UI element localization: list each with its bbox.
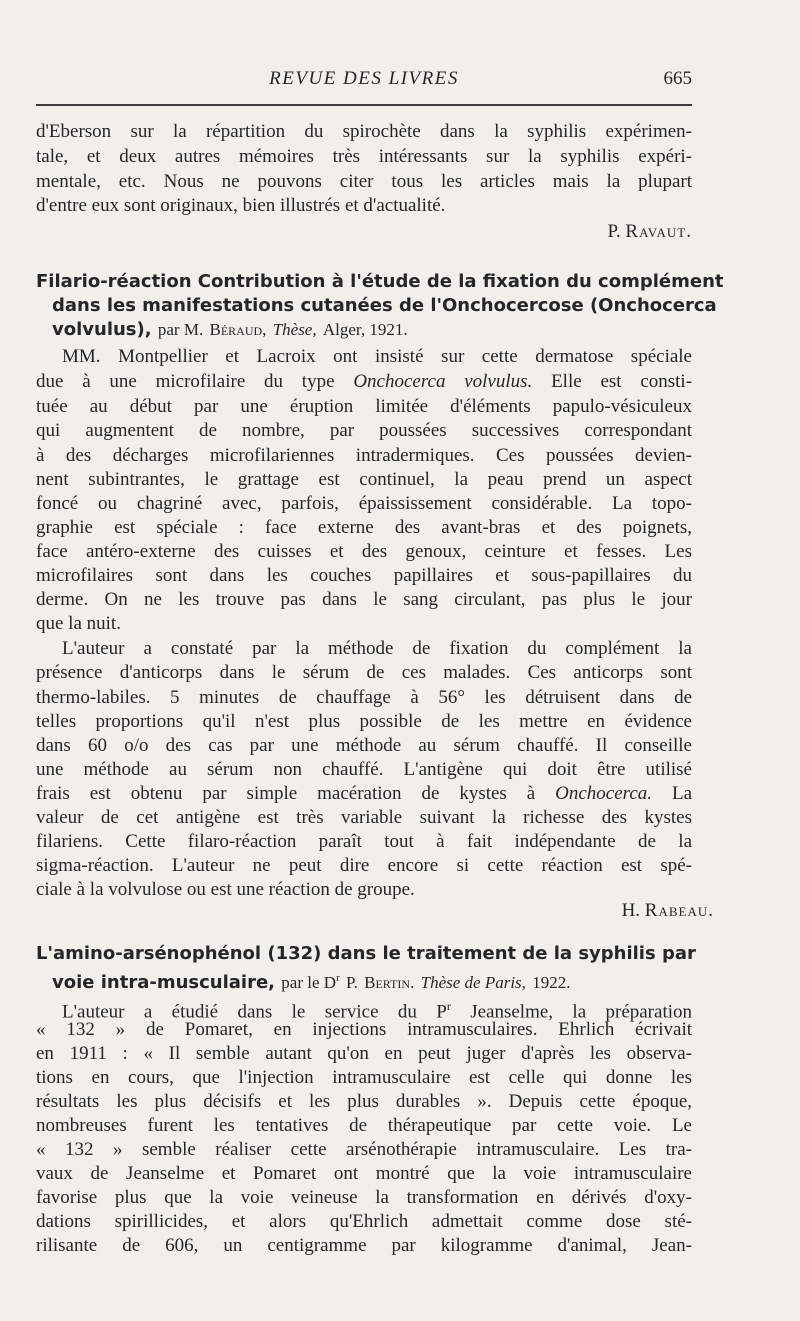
review3-line: « 132 » semble réaliser cette arsénothérapie intramusculaire. Les tra- [36, 1139, 692, 1160]
review3-line: « 132 » de Pomaret, en injections intramusculaires. Ehrlich écrivait [36, 1019, 692, 1040]
review2-line: filariens. Cette filaro-réaction paraît tout à fait indépendante de la [36, 831, 692, 852]
review3-line: favorise plus que la voie veineuse la transformation en dérivés d'oxy- [36, 1187, 692, 1208]
review2-line: que la nuit. [36, 613, 121, 634]
review3-title-line [52, 966, 570, 995]
review2-line: à des décharges microfilariennes intradermiques. Ces poussées devien- [36, 445, 692, 466]
header-rule [36, 104, 692, 106]
review2-line: nent subintrantes, le grattage est continuel, la peau prend un aspect [36, 469, 692, 490]
text-run: Jeanselme, la préparation [470, 1001, 693, 1023]
review2-title-line: Filario-réaction Contribution à l'étude de la fixation du complément [36, 271, 724, 292]
signature-initial: H. [621, 900, 641, 921]
review2-line: dans 60 o/o des cas par une méthode au sérum chauffé. Il conseille [36, 735, 692, 756]
running-title: REVUE DES LIVRES [269, 68, 459, 89]
superscript: r [446, 999, 451, 1013]
review2-place-year: Alger, 1921. [322, 320, 408, 339]
review2-line: qui augmentent de nombre, par poussées successives correspondant [36, 420, 692, 441]
review2-line: une méthode au sérum non chauffé. L'antigène qui doit être utilisé [36, 759, 692, 780]
review3-thesis: Thèse de Paris, [420, 973, 526, 992]
review1-line: d'Eberson sur la répartition du spirochète dans la syphilis expérimen- [36, 121, 692, 142]
review1-signature [607, 221, 692, 243]
running-header [36, 68, 692, 96]
review2-line: derme. On ne les trouve pas dans le sang circulant, pas plus le jour [36, 589, 692, 610]
title-bold: voie intra-musculaire, [52, 972, 276, 993]
review2-title-line: dans les manifestations cutanées de l'Onchocercose (Onchocerca [52, 295, 717, 316]
title-bold: volvulus), [52, 319, 152, 340]
review2-line: L'auteur a constaté par la méthode de fixation du complément la [62, 638, 692, 659]
review2-line: foncé ou chagriné avec, parfois, épaississement considérable. La topo- [36, 493, 692, 514]
signature-initial: P. [607, 221, 621, 242]
review2-line: thermo-labiles. 5 minutes de chauffage à 56° les détruisent dans de [36, 687, 692, 708]
review2-line: présence d'anticorps dans le sérum de ces malades. Ces anticorps sont [36, 662, 692, 683]
review2-thesis: Thèse, [272, 320, 317, 339]
review2-signature [622, 900, 714, 922]
text-run: La [671, 783, 693, 804]
review2-author: Béraud, [209, 320, 267, 339]
review2-title-line [52, 318, 408, 342]
text-run: Elle est consti- [551, 371, 693, 392]
review3-line: vaux de Jeanselme et Pomaret ont montré que la voie intramusculaire [36, 1163, 692, 1184]
review2-line: sigma-réaction. L'auteur ne peut dire encore si cette réaction est spé- [36, 855, 692, 876]
title-by: par le D [281, 973, 337, 992]
review1-line: tale, et deux autres mémoires très intéressants sur la syphilis expéri- [36, 146, 692, 167]
species-name: Onchocerca. [555, 783, 653, 804]
text-run: frais est obtenu par simple macération de kystes à [36, 783, 536, 804]
review3-author: Bertin. [364, 973, 415, 992]
review3-line: tions en cours, que l'injection intramusculaire est celle qui donne les [36, 1067, 692, 1088]
review3-line: résultats les plus décisifs et les plus durables ». Depuis cette époque, [36, 1091, 692, 1112]
review3-title-line: L'amino-arsénophénol (132) dans le traitement de la syphilis par [36, 943, 696, 964]
signature-name: Ravaut. [625, 221, 692, 242]
review2-line: graphie est spéciale : face externe des avant-bras et des poignets, [36, 517, 692, 538]
review2-line [36, 782, 692, 806]
text-run: L'auteur a étudié dans le service du P [62, 1001, 447, 1023]
review1-line: d'entre eux sont originaux, bien illustrés et d'actualité. [36, 195, 446, 216]
page-number: 665 [663, 68, 692, 89]
review2-line: telles proportions qu'il n'est plus possible de les mettre en évidence [36, 711, 692, 732]
review3-line: dations spirillicides, et alors qu'Ehrlich admettait comme dose sté- [36, 1211, 692, 1232]
species-name: Onchocerca volvulus. [353, 371, 533, 392]
review2-line: microfilaires sont dans les couches papillaires et sous-papillaires du [36, 565, 692, 586]
review2-line: tuée au début par une éruption limitée d'éléments papulo-vésiculeux [36, 396, 692, 417]
review2-line: face antéro-externe des cuisses et des genoux, ceinture et fesses. Les [36, 541, 692, 562]
review3-year: 1922. [532, 973, 571, 992]
review2-line [36, 370, 692, 394]
review2-line: MM. Montpellier et Lacroix ont insisté sur cette dermatose spéciale [62, 346, 692, 367]
review2-line: ciale à la volvulose ou est une réaction de groupe. [36, 879, 415, 900]
review3-line: en 1911 : « Il semble autant qu'on en peut juger d'après les observa- [36, 1043, 692, 1064]
signature-name: Rabeau. [644, 900, 714, 921]
review2-line: valeur de cet antigène est très variable suivant la richesse des kystes [36, 807, 692, 828]
review1-line: mentale, etc. Nous ne pouvons citer tous les articles mais la plupart [36, 171, 692, 192]
title-by: par M. [157, 320, 204, 339]
review3-line: nombreuses furent les tentatives de thérapeutique par cette voie. Le [36, 1115, 692, 1136]
text-run: due à une microfilaire du type [36, 371, 335, 392]
title-sup: r [336, 972, 340, 984]
review3-line: rilisante de 606, un centigramme par kilogramme d'animal, Jean- [36, 1235, 692, 1256]
author-initial: P. [346, 973, 358, 992]
